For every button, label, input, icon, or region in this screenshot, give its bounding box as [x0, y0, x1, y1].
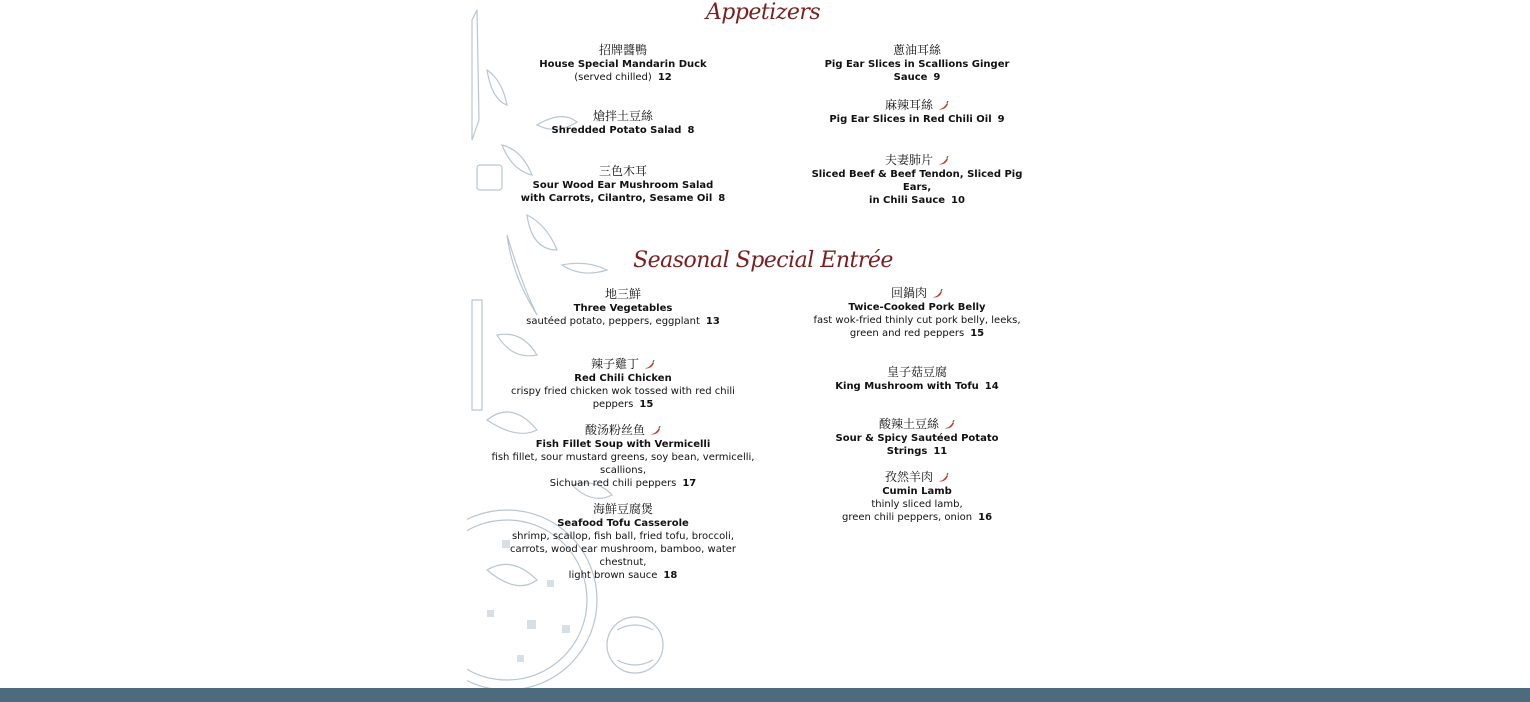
item-description: light brown sauce — [568, 570, 658, 581]
item-description-line: carrots, wood ear mushroom, bamboo, water chestnut, — [509, 544, 737, 568]
chili-pepper-icon — [943, 420, 955, 430]
menu-item — [817, 98, 1017, 126]
menu-page — [467, 0, 1063, 688]
item-chinese-name: 熗拌土豆絲 — [592, 109, 653, 123]
menu-item — [812, 286, 1022, 340]
menu-item — [523, 109, 723, 137]
menu-item — [493, 502, 753, 582]
menu-item — [483, 423, 763, 490]
appetizers-title: Appetizers — [705, 0, 821, 25]
item-english-name: Red Chili Chicken — [574, 373, 672, 384]
item-chinese-name: 孜然羊肉 — [884, 470, 933, 484]
item-english-name: Sour & Spicy Sautéed Potato Strings — [835, 433, 999, 457]
item-description-line: fast wok-fried thinly cut pork belly, leeks, — [813, 315, 1021, 326]
item-english-name: Fish Fillet Soup with Vermicelli — [535, 439, 711, 450]
chili-pepper-icon — [937, 473, 949, 483]
chili-pepper-icon — [931, 289, 943, 299]
chili-pepper-icon — [643, 360, 655, 370]
item-price: 13 — [705, 316, 720, 327]
menu-item — [807, 153, 1027, 207]
item-price: 9 — [933, 72, 941, 83]
menu-item — [827, 365, 1007, 393]
item-price: 8 — [687, 125, 695, 136]
menu-item — [513, 164, 733, 205]
vegetable-sketch-illustration — [467, 0, 667, 688]
item-description: with Carrots, Cilantro, Sesame Oil — [520, 193, 713, 204]
menu-item — [503, 287, 743, 328]
item-price: 17 — [682, 478, 697, 489]
chili-pepper-icon — [649, 426, 661, 436]
menu-item — [487, 357, 759, 411]
footer-bar — [0, 688, 1530, 702]
item-chinese-name: 夫妻肺片 — [884, 153, 933, 167]
item-chinese-name: 皇子菇豆腐 — [886, 365, 947, 379]
menu-item — [812, 417, 1022, 458]
item-description-line: fish fillet, sour mustard greens, soy bean, vermicelli, scallions, — [491, 452, 755, 476]
item-english-name: Seafood Tofu Casserole — [557, 518, 689, 529]
item-description: sautéed potato, peppers, eggplant — [526, 316, 700, 327]
menu-item — [802, 43, 1032, 84]
item-description: green and red peppers — [849, 328, 965, 339]
item-chinese-name: 酸辣土豆絲 — [878, 417, 939, 431]
item-english-name: Sliced Beef & Beef Tendon, Sliced Pig Ears, — [811, 169, 1023, 193]
item-english-name: Shredded Potato Salad — [551, 125, 682, 136]
item-chinese-name: 招牌醬鴨 — [598, 43, 647, 57]
item-description: (served chilled) — [574, 72, 652, 83]
item-chinese-name: 回鍋肉 — [890, 286, 927, 300]
item-english-name: Three Vegetables — [573, 303, 673, 314]
item-price: 18 — [663, 570, 678, 581]
item-english-name: Twice-Cooked Pork Belly — [848, 302, 986, 313]
item-english-name: Sour Wood Ear Mushroom Salad — [532, 180, 714, 191]
item-description: crispy fried chicken wok tossed with red chili peppers — [511, 386, 735, 410]
item-chinese-name: 酸汤粉丝鱼 — [584, 423, 645, 437]
item-price: 12 — [657, 72, 672, 83]
item-description: green chili peppers, onion — [841, 512, 973, 523]
item-price: 11 — [933, 446, 948, 457]
item-chinese-name: 蔥油耳絲 — [892, 43, 941, 57]
item-price: 9 — [997, 114, 1005, 125]
item-description-line: thinly sliced lamb, — [871, 499, 963, 510]
item-english-name: House Special Mandarin Duck — [539, 59, 707, 70]
item-english-name: Pig Ear Slices in Red Chili Oil — [829, 114, 992, 125]
menu-item — [523, 43, 723, 84]
item-chinese-name: 三色木耳 — [598, 164, 647, 178]
item-english-name: Pig Ear Slices in Scallions Ginger Sauce — [824, 59, 1010, 83]
entree-title: Seasonal Special Entrée — [633, 248, 893, 273]
item-price: 8 — [718, 193, 726, 204]
item-price: 10 — [951, 195, 965, 206]
item-chinese-name: 地三鮮 — [604, 287, 641, 301]
chili-pepper-icon — [937, 101, 949, 111]
item-price: 16 — [978, 512, 993, 523]
item-chinese-name: 麻辣耳絲 — [884, 98, 933, 112]
item-price: 15 — [970, 328, 985, 339]
chili-pepper-icon — [937, 156, 949, 166]
item-english-name: Cumin Lamb — [882, 486, 952, 497]
menu-item — [832, 470, 1002, 524]
item-chinese-name: 海鮮豆腐煲 — [592, 502, 653, 516]
item-description: in Chili Sauce — [869, 195, 946, 206]
item-price: 15 — [639, 399, 654, 410]
item-chinese-name: 辣子雞丁 — [590, 357, 639, 371]
item-english-name: King Mushroom with Tofu — [835, 381, 979, 392]
item-description-line: shrimp, scallop, fish ball, fried tofu, broccoli, — [511, 531, 735, 542]
item-price: 14 — [984, 381, 999, 392]
item-description: Sichuan red chili peppers — [549, 478, 677, 489]
